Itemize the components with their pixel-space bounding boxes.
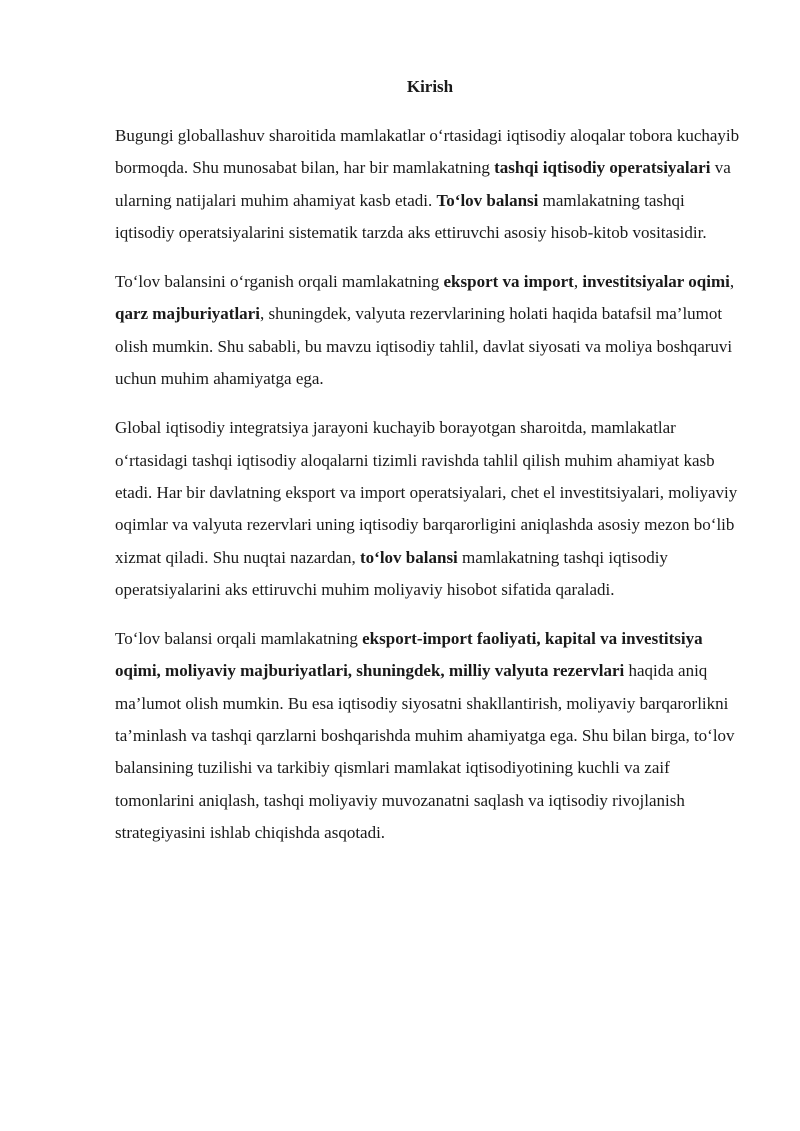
paragraph-2 (115, 266, 745, 395)
paragraph-4 (115, 623, 745, 849)
text-segment: To‘lov balansi orqali mamlakatning (115, 629, 363, 649)
paragraph-3 (115, 412, 745, 606)
text-segment: mamlakatning tashqi iqtisodiy operatsiyalarini aks ettiruvchi muhim moliyaviy hisobot sifatida qaraladi. (115, 547, 668, 599)
bold-term: To‘lov balansi (436, 190, 539, 210)
text-segment: To‘lov balansini o‘rganish orqali mamlakatning (115, 272, 444, 292)
text-segment: , (729, 272, 735, 292)
text-segment: mamlakatning tashqi iqtisodiy operatsiyalarini sistematik tarzda aks ettiruvchi asosiy hisob-kitob vositasidir. (115, 190, 707, 242)
bold-term: investitsiyalar oqimi (582, 272, 730, 292)
document-body (115, 74, 745, 866)
bold-term: tashqi iqtisodiy operatsiyalari (494, 158, 711, 178)
document-title: Kirish (406, 77, 454, 96)
text-segment: Global iqtisodiy integratsiya jarayoni kuchayib borayotgan sharoitda, mamlakatlar o‘rtasidagi tashqi iqtisodiy aloqalarni tizimli ravishda tahlil qilish muhim ahamiyat kasb etadi. Har bir davlatning eksport va import operatsiyalari, chet el investitsiyalari, moliyaviy oqimlar va valyuta rezervlari uning iqtisodiy barqarorligini aniqlashda asosiy mezon bo‘lib xizmat qiladi. Shu nuqtai nazardan, (115, 418, 738, 567)
text-segment: , shuningdek, valyuta rezervlarining holati haqida batafsil ma’lumot olish mumkin. Shu sababli, bu mavzu iqtisodiy tahlil, davlat siyosati va moliya boshqaruvi uchun muhim ahamiyatga ega. (115, 304, 733, 389)
text-segment: va ularning natijalari muhim ahamiyat kasb etadi. (115, 158, 731, 210)
text-segment: , (573, 272, 583, 292)
bold-term: eksport va import (443, 272, 574, 292)
bold-term: to‘lov balansi (360, 547, 458, 567)
bold-term: qarz majburiyatlari (115, 304, 260, 324)
text-segment: haqida aniq ma’lumot olish mumkin. Bu esa iqtisodiy siyosatni shakllantirish, moliyaviy barqarorlikni ta’minlash va tashqi qarzlarni boshqarishda muhim ahamiyatga ega. Shu bilan birga, to‘lov balansining tuzilishi va tarkibiy qismlari mamlakat iqtisodiyotining kuchli va zaif tomonlarini aniqlash, tashqi moliyaviy muvozanatni saqlash va iqtisodiy rivojlanish strategiyasini ishlab chiqishda asqotadi. (115, 661, 735, 842)
paragraph-1 (115, 120, 745, 249)
text-segment: Bugungi globallashuv sharoitida mamlakatlar o‘rtasidagi iqtisodiy aloqalar tobora kuchayib bormoqda. Shu munosabat bilan, har bir mamlakatning (115, 126, 740, 178)
bold-term: eksport-import faoliyati, kapital va investitsiya oqimi, moliyaviy majburiyatlari, shuningdek, milliy valyuta rezervlari (115, 629, 703, 681)
